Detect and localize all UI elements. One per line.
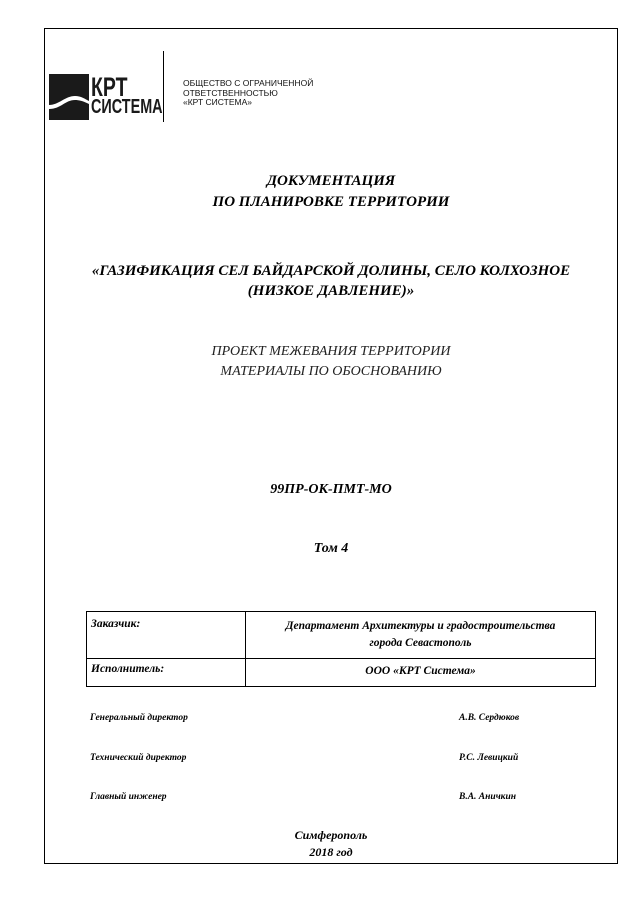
company-line-2: ОТВЕТСТВЕННОСТЬЮ — [183, 87, 278, 98]
footer-city: Симферополь — [294, 828, 368, 842]
signature-role-technical-director: Технический директор — [90, 753, 187, 763]
logo-word-bottom: СИСТЕМА — [91, 96, 163, 118]
project-line-2: (НИЗКОЕ ДАВЛЕНИЕ)» — [247, 283, 415, 299]
footer-place-date — [46, 827, 616, 861]
logo-word-top: КРТ — [91, 72, 128, 102]
signature-role-chief-engineer: Главный инженер — [90, 792, 167, 802]
signature-name-general-director: А.В. Сердюков — [459, 713, 520, 723]
document-title — [46, 171, 616, 213]
company-logo — [49, 72, 163, 120]
contractor-label: Исполнитель: — [87, 659, 246, 687]
signature-name-technical-director: Р.С. Левицкий — [459, 753, 519, 763]
signature-name-chief-engineer: В.А. Аничкин — [459, 792, 517, 802]
title-line-2: ПО ПЛАНИРОВКЕ ТЕРРИТОРИИ — [212, 194, 450, 210]
logo-mark-icon — [49, 74, 89, 120]
project-title — [46, 261, 616, 301]
document-code: 99ПР-ОК-ПМТ-МО — [270, 482, 392, 497]
document-subtitle — [46, 342, 616, 382]
volume-number: Том 4 — [313, 541, 349, 556]
company-name — [183, 79, 313, 108]
footer-year: 2018 год — [309, 845, 353, 859]
project-line-1: «ГАЗИФИКАЦИЯ СЕЛ БАЙДАРСКОЙ ДОЛИНЫ, СЕЛО КОЛХОЗНОЕ — [91, 263, 571, 279]
subtitle-line-1: ПРОЕКТ МЕЖЕВАНИЯ ТЕРРИТОРИИ — [211, 344, 451, 359]
contractor-row — [87, 659, 596, 687]
signature-role-general-director: Генеральный директор — [90, 713, 188, 723]
company-line-3: «КРТ СИСТЕМА» — [183, 97, 252, 107]
logo-separator — [163, 51, 164, 122]
company-line-1: ОБЩЕСТВО С ОГРАНИЧЕННОЙ — [183, 78, 314, 88]
customer-value — [246, 612, 596, 659]
page-frame — [44, 28, 618, 864]
title-line-1: ДОКУМЕНТАЦИЯ — [266, 173, 396, 189]
contractor-value: ООО «КРТ Система» — [246, 659, 596, 687]
subtitle-line-2: МАТЕРИАЛЫ ПО ОБОСНОВАНИЮ — [220, 364, 442, 379]
customer-value-line-2: города Севастополь — [369, 637, 472, 649]
customer-label: Заказчик: — [87, 612, 246, 659]
info-table — [86, 611, 596, 687]
customer-value-line-1: Департамент Архитектуры и градостроительства — [285, 620, 556, 632]
customer-row — [87, 612, 596, 659]
